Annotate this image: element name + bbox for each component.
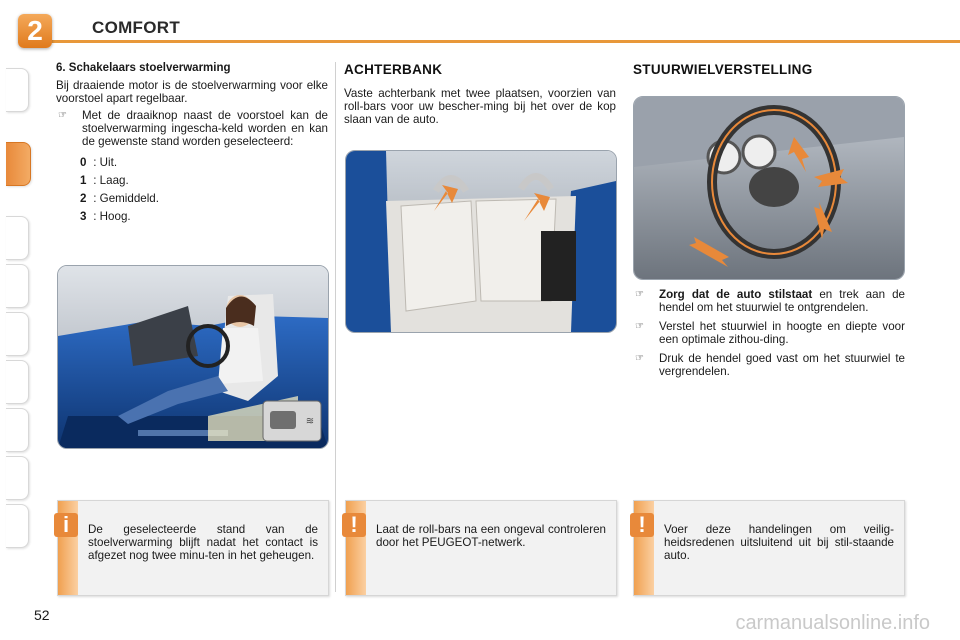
car-driver-seat-image <box>58 266 328 448</box>
info-notice <box>57 500 329 596</box>
chapter-tab-1[interactable] <box>6 68 29 112</box>
rear-seat-section <box>344 62 616 130</box>
info-notice-text: De geselecteerde stand van de stoelverwarming blijft nadat het contact is afgezet nog twee minu-ten in het geheugen. <box>88 523 318 562</box>
steering-wheel-illustration <box>633 96 905 280</box>
rollbar-warning-text: Laat de roll-bars na een ongeval controleren door het PEUGEOT-netwerk. <box>376 523 606 549</box>
steering-wheel-image <box>634 97 904 279</box>
chapter-tab-9[interactable] <box>6 504 29 548</box>
rollbar-warning-notice <box>345 500 617 596</box>
exclamation-icon: ! <box>630 513 654 537</box>
exclamation-icon: ! <box>342 513 366 537</box>
steering-adjustment-section <box>633 62 905 87</box>
heating-levels-list <box>56 154 328 226</box>
info-icon: i <box>54 513 78 537</box>
heating-level: 2 : Gemiddeld. <box>80 192 159 205</box>
header-band <box>40 40 960 43</box>
steering-instructions <box>633 288 905 384</box>
pointing-hand-icon: ☞ <box>58 110 67 121</box>
seat-heating-bullet <box>56 109 328 148</box>
steering-bullet-2: ☞ Verstel het stuurwiel in hoogte en diepte voor een optimale zithou-ding. <box>635 320 905 346</box>
heating-level: 1 : Laag. <box>80 174 129 187</box>
heating-level: 3 : Hoog. <box>80 210 131 223</box>
rear-seat-roll-bars-image <box>346 151 616 332</box>
chapter-tab-2-active[interactable] <box>6 142 31 186</box>
chapter-number-badge: 2 <box>18 14 52 48</box>
svg-text:≋: ≋ <box>305 416 315 427</box>
steering-warning-text: Voer deze handelingen om veilig-heidsredenen uitsluitend uit bij stil-staande auto. <box>664 523 894 562</box>
chapter-tab-6[interactable] <box>6 360 29 404</box>
page-header <box>0 0 960 58</box>
rear-seat-text: Vaste achterbank met twee plaatsen, voorzien van roll-bars voor uw bescher-ming bij het over de kop slaan van de auto. <box>344 87 616 126</box>
chapter-tab-7[interactable] <box>6 408 29 452</box>
seat-heating-illustration <box>57 265 329 449</box>
seat-heating-section <box>56 62 328 226</box>
site-watermark: carmanualsonline.info <box>735 612 930 634</box>
chapter-tab-5[interactable] <box>6 312 29 356</box>
steering-bullet-3: ☞ Druk de hendel goed vast om het stuurwiel te vergrendelen. <box>635 352 905 378</box>
page-number: 52 <box>34 607 50 623</box>
pointing-hand-icon: ☞ <box>635 289 644 300</box>
steering-adjustment-title: STUURWIELVERSTELLING <box>633 62 813 77</box>
column-divider <box>335 62 336 592</box>
chapter-tab-8[interactable] <box>6 456 29 500</box>
pointing-hand-icon: ☞ <box>635 353 644 364</box>
steering-bullet-1: ☞ Zorg dat de auto stilstaat en trek aan de hendel om het stuurwiel te ontgrendelen. <box>635 288 905 314</box>
bullet-text: Met de draaiknop naast de voorstoel kan de stoelverwarming ingescha-keld worden en kan de gewenste stand worden geselecteerd: <box>82 109 328 148</box>
steering-warning-notice <box>633 500 905 596</box>
pointing-hand-icon: ☞ <box>635 321 644 332</box>
rear-seat-illustration <box>345 150 617 333</box>
chapter-title: COMFORT <box>92 18 181 37</box>
rear-seat-title: ACHTERBANK <box>344 62 443 77</box>
chapter-tab-3[interactable] <box>6 216 29 260</box>
chapter-tab-4[interactable] <box>6 264 29 308</box>
heating-level: 0 : Uit. <box>80 156 118 169</box>
seat-heating-intro: Bij draaiende motor is de stoelverwarming voor elke voorstoel apart regelbaar. <box>56 79 328 105</box>
seat-heating-subtitle: 6. Schakelaars stoelverwarming <box>56 62 231 74</box>
chapter-tabs <box>0 68 30 578</box>
